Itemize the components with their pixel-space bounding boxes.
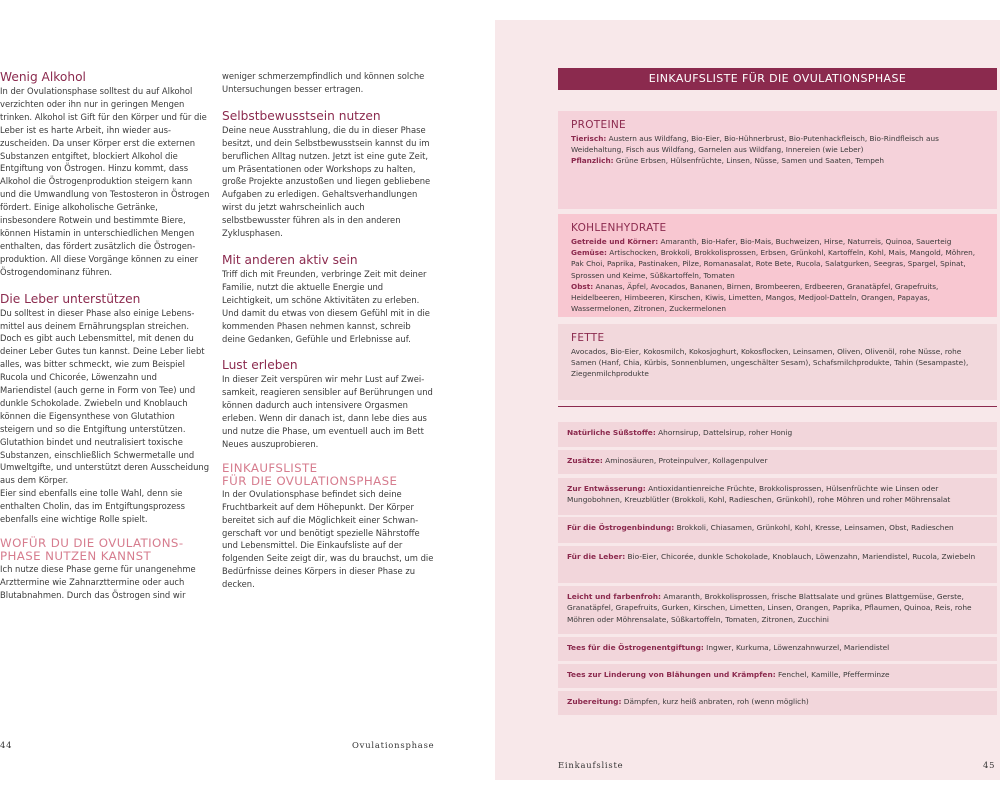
heading-einkauf-line2: FÜR DIE OVULATIONSPHASE — [222, 473, 398, 488]
middle-column — [222, 70, 434, 591]
fette-heading: FETTE — [571, 332, 605, 344]
heading-wofuer-line1: WOFÜR DU DIE OVULATIONS- — [0, 536, 184, 550]
kohlenhydrate-obst: Obst: Ananas, Äpfel, Avocados, Bananen, Birnen, Brombeeren, Erdbeeren, Granatäpfel, Grapefruits, Heidelbeeren, Himbeeren, Kirschen, Kiwis, Limetten, Mangos, Medjool-Datteln, Orangen, Papayas, Wassermelonen, Zitronen, Zuckermelonen — [571, 281, 939, 314]
paragraph-alkohol: In der Ovulationsphase solltest du auf Alkohol verzichten oder ihn nur in geringen Mengen trinken. Alkohol ist Gift für den Körper und für die Leber ist es harte Arbeit, ihn wieder auszuscheiden. Da unser Körper erst die externen Substanzen entgiftet, blockiert Alkohol die Entgiftung von Östrogen. Hinzu kommt, dass Alkohol die Östrogenproduktion steigern kann und die Umwandlung von Testosteron in Östrogen fördert. Einige alkoholische Getränke, insbesondere Rotwein und bestimmte Biere, können Histamin in unterschiedlichen Mengen enthalten, das fördert zusätzlich die Östrogenproduktion. All diese Vorgänge können zu einer Östrogendominanz führen. — [0, 86, 210, 277]
paragraph-lust: In dieser Zeit verspüren wir mehr Lust auf Zweisamkeit, reagieren sensibler auf Berührungen und können dadurch auch intensivere Orgasmen erleben. Wenn dir danach ist, dann lebe dies aus und nutze die Phase, um eventuell auch im Bett Neues auszuprobieren. — [222, 374, 433, 449]
paragraph-leber: Du solltest in dieser Phase also einige Lebensmittel aus deinem Ernährungsplan streichen. Doch es gibt auch Lebensmittel, mit denen du deiner Leber Gutes tun kannst. Deine Leber liebt alles, was bitter schmeckt, wie zum Beispiel Rucola und Chicorée, Löwenzahn und Mariendistel (auch gerne in Form von Tee) und dunkle Schokolade. Zwiebeln und Knoblauch können die Eigensynthese von Glutathion steigern und so die Entgiftung unterstützen. Glutathion bindet und neutralisiert toxische Substanzen, einschließlich Schwermetalle und Umweltgifte, und unterstützt deren Ausscheidung aus dem Körper. — [0, 307, 210, 486]
paragraph-wofuer: Ich nutze diese Phase gerne für unangenehme Arzttermine wie Zahnarzttermine oder auch Blutabnahmen. Durch das Östrogen sind wir — [0, 564, 196, 600]
tip-entwaesserung: Zur Entwässerung: Antioxidantienreiche Früchte, Brokkolisprossen, Hülsenfrüchte wie Linsen oder Mungobohnen, Kreuzblütler (Brokkoli, Kohl, Radieschen, Grünkohl), rohe Möhren und roher Möhrensalat — [558, 478, 997, 515]
left-page — [0, 0, 495, 800]
tip-zusaetze: Zusätze: Aminosäuren, Proteinpulver, Kollagenpulver — [558, 450, 997, 474]
paragraph-mit-anderen: Triff dich mit Freunden, verbringe Zeit mit deiner Familie, nutzt die aktuelle Energie und Leichtigkeit, um schöne Aktivitäten zu erleben. Und damit du etwas von diesem Gefühl mit in die kommenden Phasen nehmen kannst, schreib deine Gedanken, Gefühle und Erlebnisse auf. — [222, 268, 430, 344]
running-title-right: Einkaufsliste — [558, 760, 624, 770]
heading-wofuer-line2: PHASE NUTZEN KANNST — [0, 549, 152, 563]
heading-wenig-alkohol: Wenig Alkohol — [0, 70, 86, 84]
paragraph-einkauf: In der Ovulationsphase befindet sich deine Fruchtbarkeit auf dem Höhepunkt. Der Körper bereitet sich auf die Möglichkeit einer Schwangerschaft vor und benötigt spezielle Nährstoffe und Lebensmittel. Die Einkaufsliste auf der folgenden Seite zeigt dir, was du brauchst, um die Bedürfnisse deines Körpers in dieser Phase zu decken. — [222, 488, 434, 590]
heading-lust: Lust erleben — [222, 358, 298, 373]
shopping-list-title: EINKAUFSLISTE FÜR DIE OVULATIONSPHASE — [558, 68, 997, 90]
paragraph-eier: Eier sind ebenfalls eine tolle Wahl, denn sie enthalten Cholin, das im Entgiftungsprozess ebenfalls eine wichtige Rolle spielt. — [0, 488, 185, 525]
proteine-tierisch: Tierisch: Austern aus Wildfang, Bio-Eier, Bio-Hühnerbrust, Bio-Putenhackfleisch, Bio-Rindfleisch aus Weidehaltung, Fisch aus Wildfang, Garnelen aus Wildfang, Innereien (wie Leber) — [571, 134, 939, 155]
proteine-box — [558, 111, 997, 209]
kohlenhydrate-getreide: Getreide und Körner: Amaranth, Bio-Hafer, Bio-Mais, Buchweizen, Hirse, Naturreis, Quinoa, Sauerteig — [571, 237, 952, 246]
proteine-heading: PROTEINE — [571, 119, 626, 131]
tip-leicht-farbenfroh: Leicht und farbenfroh: Amaranth, Brokkolisprossen, frische Blattsalate und grünes Blattgemüse, Gerste, Granatäpfel, Grapefruits, Gurken, Kirschen, Limetten, Linsen, Orangen, Paprika, Pflaumen, Quinoa, Reis, rohe Möhren oder Möhrensalate, Süßkartoffeln, Tomaten, Zitronen, Zucchini — [558, 586, 997, 634]
proteine-pflanzlich: Pflanzlich: Grüne Erbsen, Hülsenfrüchte, Linsen, Nüsse, Samen und Saaten, Tempeh — [571, 156, 884, 166]
tip-suessstoffe: Natürliche Süßstoffe: Ahornsirup, Dattelsirup, roher Honig — [558, 422, 997, 447]
page-number-left: 44 — [0, 740, 13, 750]
heading-selbstbewusstsein: Selbstbewusstsein nutzen — [222, 108, 381, 123]
kohlenhydrate-heading: KOHLENHYDRATE — [571, 222, 667, 234]
heading-einkauf-line1: EINKAUFSLISTE — [222, 460, 318, 475]
tip-tees-blaehungen: Tees zur Linderung von Blähungen und Krämpfen: Fenchel, Kamille, Pfefferminze — [558, 664, 997, 688]
section-divider — [558, 406, 997, 407]
page-number-right: 45 — [983, 760, 996, 770]
paragraph-continued: weniger schmerzempfindlich und können solche Untersuchungen besser ertragen. — [222, 71, 425, 94]
tip-zubereitung: Zubereitung: Dämpfen, kurz heiß anbraten, roh (wenn möglich) — [558, 691, 997, 715]
right-page — [495, 20, 1000, 780]
tip-leber: Für die Leber: Bio-Eier, Chicorée, dunkle Schokolade, Knoblauch, Löwenzahn, Mariendistel, Rucola, Zwiebeln — [558, 546, 997, 583]
kohlenhydrate-gemuese: Gemüse: Artischocken, Brokkoli, Brokkolisprossen, Erbsen, Grünkohl, Kartoffeln, Kohl, Mais, Mangold, Möhren, Pak Choi, Paprika, Pastinaken, Pilze, Romanasalat, Rote Bete, Rucola, Salatgurken, Seegras, Spargel, Spinat, Sprossen und Keime, Süßkartoffeln, Tomaten — [571, 248, 976, 280]
tip-tees-entgiftung: Tees für die Östrogenentgiftung: Ingwer, Kurkuma, Löwenzahnwurzel, Mariendistel — [558, 637, 997, 661]
fette-text: Avocados, Bio-Eier, Kokosmilch, Kokosjoghurt, Kokosflocken, Leinsamen, Oliven, Olivenöl, rohe Nüsse, rohe Samen (Hanf, Chia, Kürbis, Sonnenblumen, ungeschälter Sesam), Schafsmilchprodukte, Tahin (Sesampaste), Ziegenmilchprodukte — [571, 347, 969, 379]
heading-leber: Die Leber unterstützen — [0, 291, 141, 306]
running-title-left: Ovulationsphase — [352, 740, 435, 750]
paragraph-selbstbewusstsein: Deine neue Ausstrahlung, die du in dieser Phase besitzt, und dein Selbstbewusstsein kannst du im beruflichen Alltag nutzen. Jetzt ist eine gute Zeit, um Präsentationen oder Workshops zu halten, große Projekte anzustoßen und liegen gebliebene Aufgaben zu erledigen. Gehaltsverhandlungen wirst du jetzt wahrscheinlich auch selbstbewusster führen als in den anderen Zyklusphasen. — [222, 124, 431, 239]
fette-box — [558, 324, 997, 400]
heading-mit-anderen: Mit anderen aktiv sein — [222, 252, 358, 267]
left-column — [0, 70, 210, 602]
kohlenhydrate-box — [558, 214, 997, 317]
tip-oestrogenbindung: Für die Östrogenbindung: Brokkoli, Chiasamen, Grünkohl, Kohl, Kresse, Leinsamen, Obst, Radieschen — [558, 517, 997, 543]
